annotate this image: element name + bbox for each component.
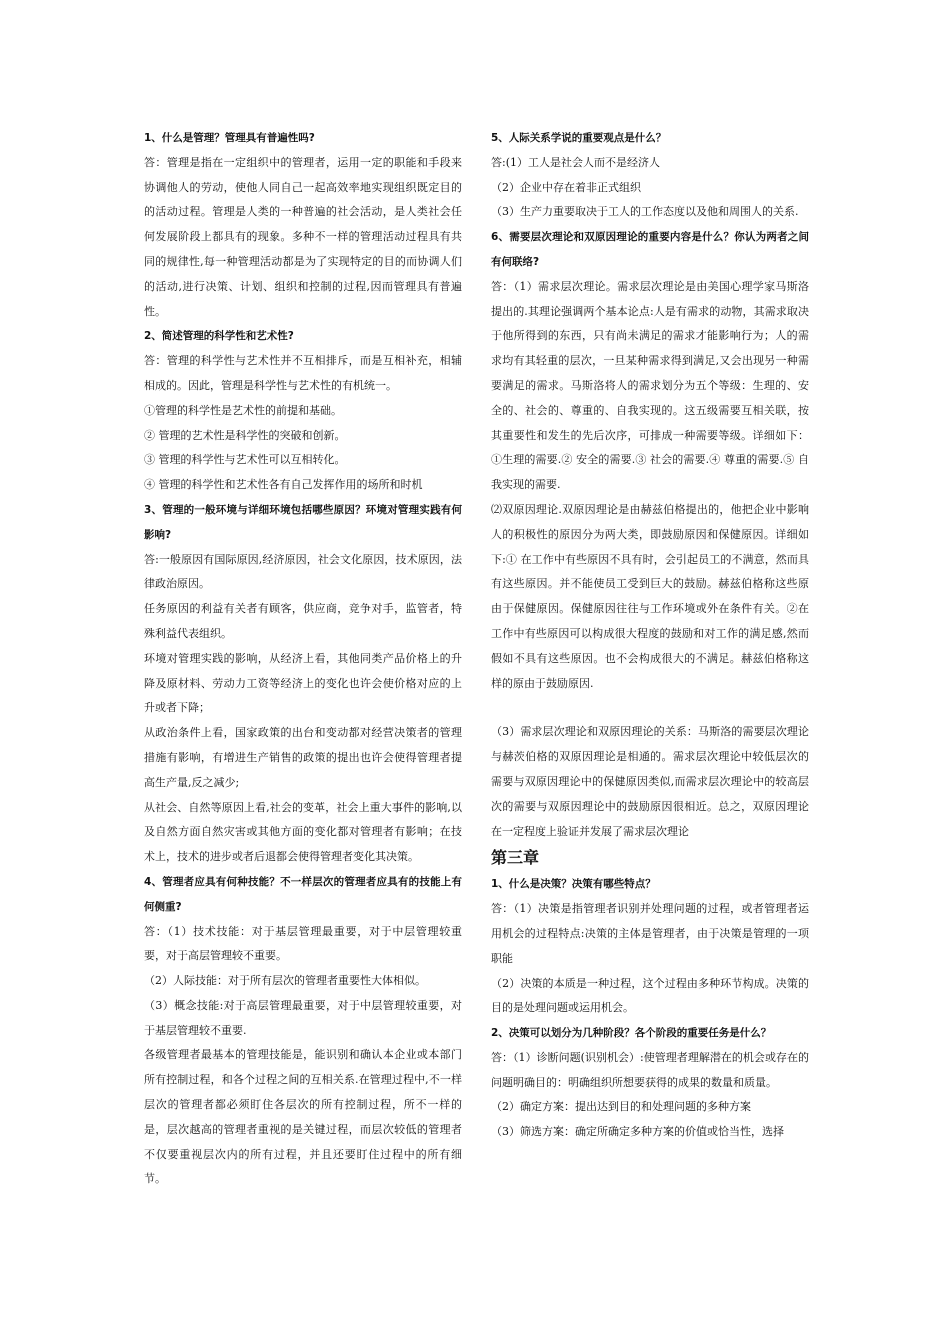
right-column: [491, 126, 809, 1145]
question-heading: 4、管理者应具有何种技能？不一样层次的管理者应具有的技能上有何侧重?: [144, 875, 462, 913]
answer-paragraph: （2）确定方案：提出达到目的和处理问题的多种方案: [491, 1100, 751, 1114]
answer-paragraph: （3）筛选方案：确定所确定多种方案的价值或恰当性，选择: [491, 1125, 784, 1139]
answer-paragraph: 答：（1）需求层次理论。需求层次理论是由美国心理学家马斯洛提出的.其理论强调两个基本论点:人是有需求的动物，其需求取决于他所得到的东西，只有尚未满足的需求才能影响行为；人的需求均有其轻重的层次，一旦某种需求得到满足,又会出现另一种需要满足的需求。马斯洛将人的需求划分为五个等级：生理的、安全的、社会的、尊重的、自我实现的。这五级需要互相关联，按其重要性和发生的先后次序，可排成一种需要等级。详细如下：①生理的需要.② 安全的需要.③ 社会的需要.④ 尊重的需要.⑤ 自我实现的需要.: [491, 279, 809, 492]
question-heading: 2、简述管理的科学性和艺术性?: [144, 330, 294, 343]
answer-paragraph: （3）生产力重要取决于工人的工作态度以及他和周围人的关系.: [491, 205, 799, 219]
answer-paragraph: 答：管理的科学性与艺术性并不互相排斥，而是互相补充，相辅相成的。因此，管理是科学性与艺术性的有机统一。: [144, 354, 462, 392]
answer-paragraph: 答：（1）诊断问题(识别机会）:使管理者理解潜在的机会或存在的问题明确目的：明确组织所想要获得的成果的数量和质量。: [491, 1050, 809, 1089]
answer-paragraph: 从社会、自然等原因上看,社会的变革，社会上重大事件的影响,以及自然方面自然灾害或其他方面的变化都对管理者有影响；在技术上，技术的进步或者后退都会使得管理者变化其决策。: [144, 800, 462, 864]
left-column: [144, 126, 462, 1192]
answer-paragraph: （2）企业中存在着非正式组织: [491, 180, 641, 194]
answer-paragraph: （3）需求层次理论和双原因理论的关系：马斯洛的需要层次理论与赫茨伯格的双原因理论是相通的。需求层次理论中较低层次的需要与双原因理论中的保健原因类似,而需求层次理论中的较高层次的需要与双原因理论中的鼓励原因很相近。总之，双原因理论在一定程度上验证并发展了需求层次理论: [491, 725, 809, 838]
answer-paragraph: （2）决策的本质是一种过程，这个过程由多种环节构成。决策的目的是处理问题或运用机会。: [491, 976, 809, 1015]
answer-paragraph: （3）概念技能:对于高层管理最重要，对于中层管理较重要，对于基层管理较不重要.: [144, 998, 462, 1037]
question-heading: 1、什么是管理？管理具有普遍性吗?: [144, 132, 315, 144]
answer-paragraph: 答:一般原因有国际原因,经济原因，社会文化原因，技术原因，法律政治原因。: [144, 552, 462, 591]
answer-paragraph: ② 管理的艺术性是科学性的突破和创新。: [144, 428, 346, 442]
answer-paragraph: ③ 管理的科学性与艺术性可以互相转化。: [144, 453, 346, 467]
answer-paragraph: 答：（1）决策是指管理者识别并处理问题的过程，或者管理者运用机会的过程特点:决策的主体是管理者，由于决策是管理的一项职能: [491, 902, 809, 965]
answer-paragraph: ⑵双原因理论.双原因理论是由赫兹伯格提出的，他把企业中影响人的积极性的原因分为两大类，即鼓励原因和保健原因。详细如下:① 在工作中有些原因不具有时，会引起员工的不满意，然而具有这些原因。并不能使员工受到巨大的鼓励。赫兹伯格称这些原由于保健原因。保健原因往往与工作环境或外在条件有关。②在工作中有些原因可以构成很大程度的鼓励和对工作的满足感,然而假如不具有这些原因。也不会构成很大的不满足。赫兹伯格称这样的原由于鼓励原因.: [491, 502, 809, 690]
answer-paragraph: 各级管理者最基本的管理技能是，能识别和确认本企业或本部门所有控制过程，和各个过程之间的互相关系.在管理过程中,不一样层次的管理者都必须盯住各层次的所有控制过程，所不一样的是，层次越高的管理者重视的是关键过程，而层次较低的管理者不仅要重视层次内的所有过程，并且还要盯住过程中的所有细节。: [144, 1048, 462, 1186]
answer-paragraph: 答:(1）工人是社会人而不是经济人: [491, 155, 660, 169]
question-heading: 5、人际关系学说的重要观点是什么？: [491, 132, 667, 144]
answer-paragraph: 环境对管理实践的影响，从经济上看，其他同类产品价格上的升降及原材料、劳动力工资等经济上的变化也许会使价格对应的上升或者下降；: [144, 651, 462, 715]
question-heading: 2、决策可以划分为几种阶段？各个阶段的重要任务是什么？: [491, 1027, 772, 1040]
answer-paragraph: ①管理的科学性是艺术性的前提和基础。: [144, 403, 342, 417]
answer-paragraph: ④ 管理的科学性和艺术性各有自己发挥作用的场所和时机: [144, 478, 423, 492]
chapter-heading: 第三章: [491, 848, 540, 868]
question-heading: 6、需要层次理论和双原因理论的重要内容是什么？你认为两者之间有何联络?: [491, 231, 809, 268]
paragraph-spacer: [491, 696, 809, 720]
question-heading: 1、什么是决策？决策有哪些特点？: [491, 878, 656, 891]
answer-paragraph: 从政治条件上看，国家政策的出台和变动都对经营决策者的管理措施有影响，有增进生产销售的政策的提出也许会使得管理者提高生产量,反之减少;: [144, 726, 462, 789]
answer-paragraph: 任务原因的利益有关者有顾客，供应商，竞争对手，监管者，特殊利益代表组织。: [144, 602, 462, 640]
answer-paragraph: 答：管理是指在一定组织中的管理者，运用一定的职能和手段来协调他人的劳动，使他人同自己一起高效率地实现组织既定目的的活动过程。管理是人类的一种普遍的社会活动，是人类社会任何发展阶段上都具有的现象。多种不一样的管理活动过程具有共同的规律性,每一种管理活动都是为了实现特定的目的而协调人们的活动,进行决策、计划、组织和控制的过程,因而管理具有普遍性。: [144, 155, 462, 318]
answer-paragraph: （2）人际技能：对于所有层次的管理者重要性大体相似。: [144, 974, 426, 988]
answer-paragraph: 答：（1）技术技能：对于基层管理最重要，对于中层管理较重要，对于高层管理较不重要。: [144, 924, 462, 963]
question-heading: 3、管理的一般环境与详细环境包括哪些原因？环境对管理实践有何影响?: [144, 503, 462, 541]
